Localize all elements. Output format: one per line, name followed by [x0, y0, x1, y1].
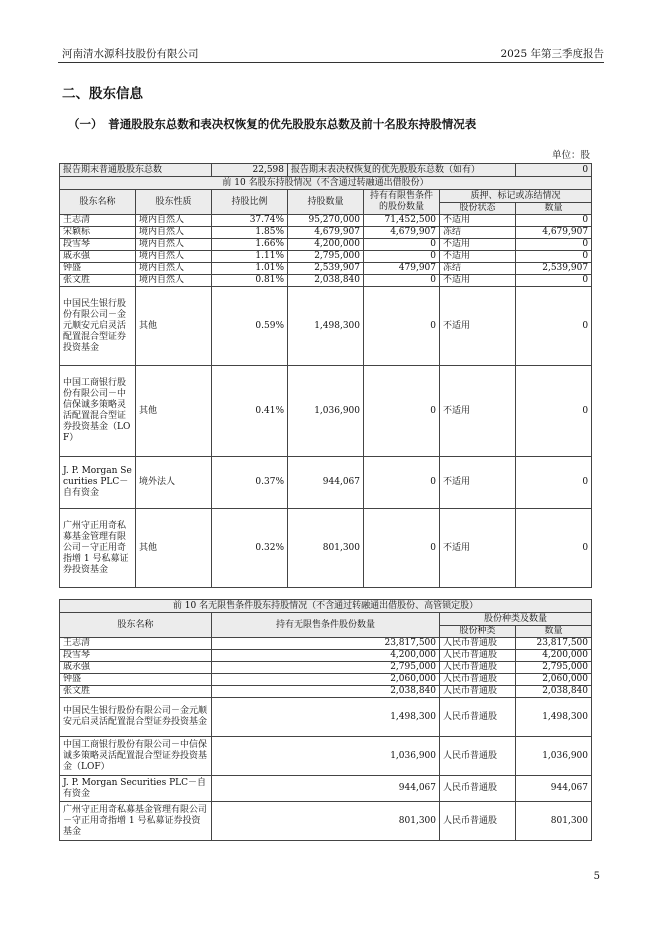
cell-amount: 0	[516, 366, 592, 457]
cell-qty: 4,200,000	[212, 650, 440, 662]
cell-amount: 23,817,500	[516, 638, 592, 650]
cell-qty: 2,539,907	[288, 263, 364, 275]
cell-amount: 2,060,000	[516, 674, 592, 686]
total-shareholders-label: 报告期末普通股股东总数	[60, 164, 212, 177]
cell-type: 人民币普通股	[440, 674, 516, 686]
table-row	[60, 650, 592, 662]
col-header-name: 股东名称	[60, 613, 212, 638]
cell-qty: 1,498,300	[288, 287, 364, 366]
cell-name: 广州守正用奇私募基金管理有限公司－守正用奇指增 1 号私募证券投资基金	[60, 509, 136, 588]
cell-name: J. P. Morgan Securities PLC－自有资金	[60, 776, 212, 802]
cell-qty: 944,067	[212, 776, 440, 802]
cell-nature: 境内自然人	[136, 251, 212, 263]
col-header-ratio: 持股比例	[212, 190, 288, 215]
cell-restricted: 0	[364, 275, 440, 287]
col-header-share-type-group: 股份种类及数量	[440, 613, 592, 626]
cell-amount: 2,038,840	[516, 686, 592, 698]
cell-name: 中国民生银行股份有限公司－金元顺安元启灵活配置混合型证券投资基金	[60, 698, 212, 737]
cell-amount: 2,539,907	[516, 263, 592, 275]
col-header-pledge-group: 质押、标记或冻结情况	[440, 190, 592, 203]
cell-qty: 2,060,000	[212, 674, 440, 686]
cell-name: 王志清	[60, 215, 136, 227]
table-row	[60, 287, 592, 366]
cell-ratio: 1.66%	[212, 239, 288, 251]
cell-ratio: 1.85%	[212, 227, 288, 239]
cell-status: 不适用	[440, 239, 516, 251]
unrestricted-shareholders-table	[59, 599, 592, 841]
col-header-amount: 数量	[516, 626, 592, 638]
table-row	[60, 275, 592, 287]
cell-amount: 4,679,907	[516, 227, 592, 239]
cell-type: 人民币普通股	[440, 638, 516, 650]
cell-status: 不适用	[440, 251, 516, 263]
col-header-nature: 股东性质	[136, 190, 212, 215]
cell-ratio: 0.41%	[212, 366, 288, 457]
cell-ratio: 1.01%	[212, 263, 288, 275]
cell-status: 不适用	[440, 275, 516, 287]
table-row	[60, 776, 592, 802]
cell-amount: 0	[516, 287, 592, 366]
cell-nature: 境内自然人	[136, 227, 212, 239]
cell-restricted: 0	[364, 287, 440, 366]
top10-shareholders-table	[59, 163, 592, 588]
header-company: 河南清水源科技股份有限公司	[62, 48, 199, 60]
cell-status: 冻结	[440, 227, 516, 239]
cell-type: 人民币普通股	[440, 802, 516, 841]
cell-nature: 境内自然人	[136, 275, 212, 287]
cell-qty: 801,300	[212, 802, 440, 841]
cell-restricted: 0	[364, 509, 440, 588]
cell-status: 不适用	[440, 457, 516, 509]
cell-ratio: 0.81%	[212, 275, 288, 287]
cell-qty: 1,498,300	[212, 698, 440, 737]
col-header-qty: 持股数量	[288, 190, 364, 215]
cell-nature: 其他	[136, 366, 212, 457]
cell-ratio: 1.11%	[212, 251, 288, 263]
cell-status: 不适用	[440, 215, 516, 227]
cell-ratio: 0.59%	[212, 287, 288, 366]
cell-qty: 2,795,000	[212, 662, 440, 674]
cell-qty: 95,270,000	[288, 215, 364, 227]
cell-name: 段雪琴	[60, 239, 136, 251]
cell-qty: 4,200,000	[288, 239, 364, 251]
cell-amount: 0	[516, 275, 592, 287]
cell-name: 钟盛	[60, 263, 136, 275]
cell-qty: 4,679,907	[288, 227, 364, 239]
cell-amount: 2,795,000	[516, 662, 592, 674]
cell-name: 王志清	[60, 638, 212, 650]
cell-name: 张文胜	[60, 275, 136, 287]
cell-name: 戚永强	[60, 251, 136, 263]
cell-amount: 0	[516, 457, 592, 509]
cell-name: 中国工商银行股份有限公司－中信保诚多策略灵活配置混合型证券投资基金（LOF）	[60, 366, 136, 457]
table-row	[60, 662, 592, 674]
cell-name: 戚永强	[60, 662, 212, 674]
cell-type: 人民币普通股	[440, 686, 516, 698]
cell-nature: 境外法人	[136, 457, 212, 509]
cell-name: 中国工商银行股份有限公司－中信保诚多策略灵活配置混合型证券投资基金（LOF）	[60, 737, 212, 776]
col-header-restricted: 持有有限售条件的股份数量	[364, 190, 440, 215]
cell-restricted: 0	[364, 251, 440, 263]
cell-status: 不适用	[440, 287, 516, 366]
table-row	[60, 263, 592, 275]
col-header-amount: 数量	[516, 203, 592, 215]
cell-amount: 0	[516, 239, 592, 251]
cell-type: 人民币普通股	[440, 698, 516, 737]
preferred-shareholders-label: 报告期末表决权恢复的优先股股东总数（如有）	[288, 164, 516, 177]
col-header-name: 股东名称	[60, 190, 136, 215]
cell-name: 中国民生银行股份有限公司－金元顺安元启灵活配置混合型证券投资基金	[60, 287, 136, 366]
table-row	[60, 737, 592, 776]
preferred-shareholders-value: 0	[516, 164, 592, 177]
cell-nature: 境内自然人	[136, 215, 212, 227]
header-report-title: 2025 年第三季度报告	[500, 48, 604, 60]
table-row	[60, 215, 592, 227]
total-shareholders-value: 22,598	[212, 164, 288, 177]
cell-ratio: 0.37%	[212, 457, 288, 509]
table-row	[60, 239, 592, 251]
table-row	[60, 638, 592, 650]
cell-nature: 其他	[136, 287, 212, 366]
cell-amount: 1,036,900	[516, 737, 592, 776]
cell-amount: 0	[516, 251, 592, 263]
cell-qty: 2,038,840	[288, 275, 364, 287]
cell-name: 广州守正用奇私募基金管理有限公司－守正用奇指增 1 号私募证券投资基金	[60, 802, 212, 841]
subsection-title: （一） 普通股股东总数和表决权恢复的优先股股东总数及前十名股东持股情况表	[68, 117, 477, 131]
cell-nature: 其他	[136, 509, 212, 588]
table-row	[60, 509, 592, 588]
cell-name: J. P. Morgan Securities PLC－自有资金	[60, 457, 136, 509]
table-row	[60, 366, 592, 457]
unrestricted-section-title: 前 10 名无限售条件股东持股情况（不含通过转融通出借股份、高管锁定股）	[60, 600, 592, 613]
table-row	[60, 686, 592, 698]
top10-section-title: 前 10 名股东持股情况（不含通过转融通出借股份）	[60, 177, 592, 190]
cell-restricted: 0	[364, 239, 440, 251]
table-row	[60, 674, 592, 686]
col-header-share-type: 股份种类	[440, 626, 516, 638]
cell-name: 宋颖标	[60, 227, 136, 239]
page-number: 5	[593, 871, 600, 882]
cell-restricted: 0	[364, 457, 440, 509]
cell-status: 冻结	[440, 263, 516, 275]
table-row	[60, 251, 592, 263]
cell-type: 人民币普通股	[440, 662, 516, 674]
header-divider	[58, 62, 604, 63]
unit-label: 单位：股	[551, 150, 590, 161]
cell-ratio: 37.74%	[212, 215, 288, 227]
table-row	[60, 457, 592, 509]
col-header-unrestricted-qty: 持有无限售条件股份数量	[212, 613, 440, 638]
cell-restricted: 4,679,907	[364, 227, 440, 239]
section-title: 二、股东信息	[62, 86, 143, 102]
cell-amount: 801,300	[516, 802, 592, 841]
cell-qty: 1,036,900	[212, 737, 440, 776]
cell-name: 张文胜	[60, 686, 212, 698]
cell-restricted: 0	[364, 366, 440, 457]
cell-status: 不适用	[440, 366, 516, 457]
cell-qty: 23,817,500	[212, 638, 440, 650]
table-row	[60, 698, 592, 737]
cell-qty: 1,036,900	[288, 366, 364, 457]
cell-restricted: 479,907	[364, 263, 440, 275]
cell-amount: 1,498,300	[516, 698, 592, 737]
cell-amount: 944,067	[516, 776, 592, 802]
cell-restricted: 71,452,500	[364, 215, 440, 227]
cell-nature: 境内自然人	[136, 263, 212, 275]
table-row	[60, 227, 592, 239]
cell-type: 人民币普通股	[440, 776, 516, 802]
cell-type: 人民币普通股	[440, 737, 516, 776]
cell-nature: 境内自然人	[136, 239, 212, 251]
cell-ratio: 0.32%	[212, 509, 288, 588]
col-header-status: 股份状态	[440, 203, 516, 215]
cell-type: 人民币普通股	[440, 650, 516, 662]
cell-qty: 944,067	[288, 457, 364, 509]
cell-name: 段雪琴	[60, 650, 212, 662]
cell-name: 钟盛	[60, 674, 212, 686]
cell-qty: 2,038,840	[212, 686, 440, 698]
cell-amount: 0	[516, 215, 592, 227]
cell-qty: 801,300	[288, 509, 364, 588]
cell-status: 不适用	[440, 509, 516, 588]
cell-qty: 2,795,000	[288, 251, 364, 263]
table-row	[60, 802, 592, 841]
cell-amount: 0	[516, 509, 592, 588]
cell-amount: 4,200,000	[516, 650, 592, 662]
